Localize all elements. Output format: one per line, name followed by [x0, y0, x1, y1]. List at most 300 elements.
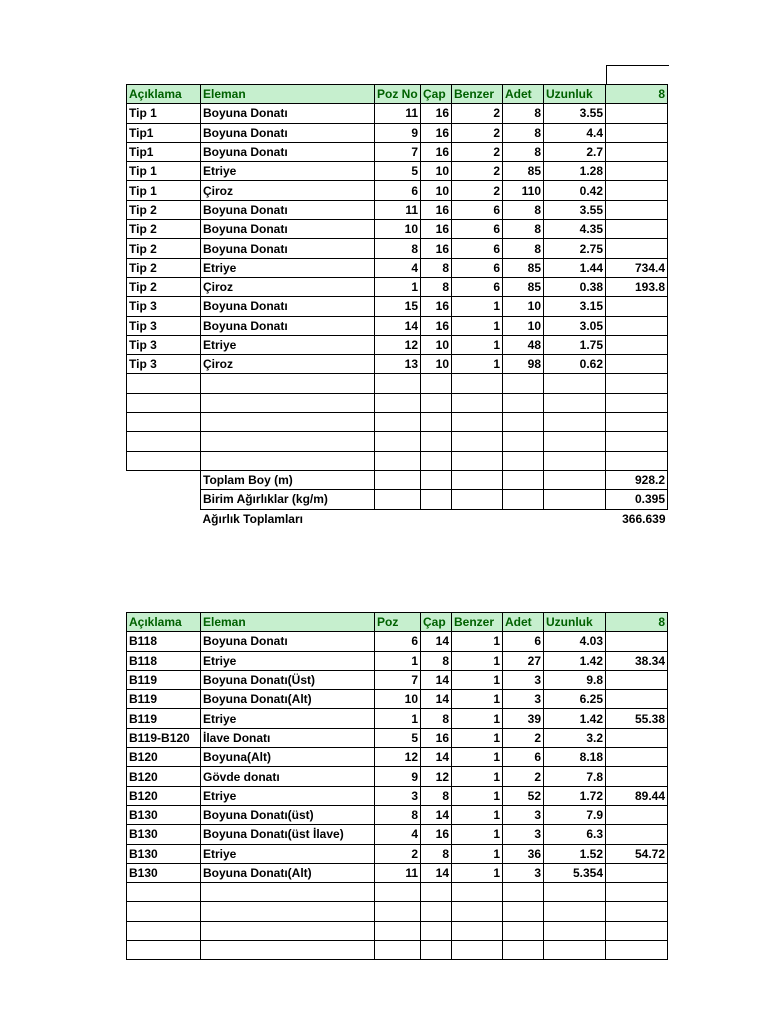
cell-aciklama[interactable]: B119: [127, 670, 201, 689]
cell-uzunluk[interactable]: 3.15: [544, 297, 606, 316]
cell-eleman[interactable]: [201, 883, 375, 902]
cell-aciklama[interactable]: B119: [127, 709, 201, 728]
cell-aciklama[interactable]: Tip1: [127, 142, 201, 161]
cell-adet[interactable]: 2: [503, 728, 544, 747]
cell-poz[interactable]: 12: [375, 335, 421, 354]
cell-uzunluk[interactable]: [544, 393, 606, 412]
cell-aciklama[interactable]: [127, 451, 201, 470]
cell-uzunluk[interactable]: 0.38: [544, 277, 606, 296]
cell-poz[interactable]: [375, 941, 421, 960]
cell-poz[interactable]: 6: [375, 181, 421, 200]
cell-uzunluk[interactable]: 3.2: [544, 728, 606, 747]
summary-label[interactable]: Ağırlık Toplamları: [202, 511, 303, 526]
cell-cap[interactable]: [421, 921, 452, 940]
header-uzunluk[interactable]: Uzunluk: [544, 85, 606, 104]
cell-aciklama[interactable]: B130: [127, 805, 201, 824]
cell-uzunluk[interactable]: 8.18: [544, 748, 606, 767]
cell-col8[interactable]: [606, 335, 668, 354]
cell-eleman[interactable]: Etriye: [201, 258, 375, 277]
cell-uzunluk[interactable]: 6.25: [544, 690, 606, 709]
cell-benzer[interactable]: [452, 374, 503, 393]
cell-cap[interactable]: [421, 451, 452, 470]
summary-empty-cell[interactable]: [503, 490, 544, 509]
cell-benzer[interactable]: [452, 413, 503, 432]
cell-col8[interactable]: [606, 690, 668, 709]
cell-poz[interactable]: 10: [375, 220, 421, 239]
cell-uzunluk[interactable]: 1.42: [544, 709, 606, 728]
cell-poz[interactable]: [375, 393, 421, 412]
cell-cap[interactable]: 14: [421, 632, 452, 651]
cell-poz[interactable]: 2: [375, 844, 421, 863]
cell-eleman[interactable]: Etriye: [201, 162, 375, 181]
cell-cap[interactable]: 14: [421, 690, 452, 709]
cell-poz[interactable]: 11: [375, 863, 421, 882]
cell-cap[interactable]: 16: [421, 220, 452, 239]
cell-eleman[interactable]: Boyuna Donatı(üst): [201, 805, 375, 824]
summary-empty-cell[interactable]: [452, 490, 503, 509]
cell-uzunluk[interactable]: 1.44: [544, 258, 606, 277]
summary-spacer[interactable]: [127, 509, 201, 528]
cell-col8[interactable]: [606, 767, 668, 786]
cell-poz[interactable]: 8: [375, 239, 421, 258]
cell-cap[interactable]: 14: [421, 863, 452, 882]
cell-poz[interactable]: 10: [375, 690, 421, 709]
cell-eleman[interactable]: Etriye: [201, 786, 375, 805]
cell-eleman[interactable]: Boyuna Donatı: [201, 316, 375, 335]
cell-uzunluk[interactable]: 0.62: [544, 355, 606, 374]
cell-poz[interactable]: 15: [375, 297, 421, 316]
cell-benzer[interactable]: 1: [452, 651, 503, 670]
cell-cap[interactable]: 8: [421, 786, 452, 805]
cell-eleman[interactable]: [201, 393, 375, 412]
cell-eleman[interactable]: Boyuna Donatı(Üst): [201, 670, 375, 689]
cell-poz[interactable]: 11: [375, 200, 421, 219]
cell-cap[interactable]: [421, 883, 452, 902]
cell-adet[interactable]: [503, 941, 544, 960]
cell-col8[interactable]: [606, 297, 668, 316]
summary-value[interactable]: 0.395: [606, 490, 668, 509]
cell-col8[interactable]: [606, 316, 668, 335]
cell-adet[interactable]: 110: [503, 181, 544, 200]
cell-adet[interactable]: 8: [503, 123, 544, 142]
cell-benzer[interactable]: 6: [452, 258, 503, 277]
cell-col8[interactable]: [606, 413, 668, 432]
cell-col8[interactable]: [606, 104, 668, 123]
cell-benzer[interactable]: 2: [452, 123, 503, 142]
cell-aciklama[interactable]: Tip 2: [127, 200, 201, 219]
cell-adet[interactable]: [503, 432, 544, 451]
cell-poz[interactable]: 7: [375, 142, 421, 161]
cell-adet[interactable]: [503, 393, 544, 412]
cell-uzunluk[interactable]: [544, 902, 606, 921]
cell-poz[interactable]: 1: [375, 651, 421, 670]
cell-benzer[interactable]: [452, 432, 503, 451]
cell-col8[interactable]: 734.4: [606, 258, 668, 277]
cell-col8[interactable]: [606, 805, 668, 824]
cell-benzer[interactable]: 2: [452, 104, 503, 123]
cell-cap[interactable]: 10: [421, 335, 452, 354]
cell-cap[interactable]: [421, 902, 452, 921]
cell-uzunluk[interactable]: 9.8: [544, 670, 606, 689]
summary-spacer[interactable]: [127, 490, 201, 509]
cell-col8[interactable]: [606, 728, 668, 747]
cell-eleman[interactable]: Çiroz: [201, 355, 375, 374]
cell-eleman[interactable]: [201, 413, 375, 432]
cell-eleman[interactable]: Boyuna Donatı: [201, 123, 375, 142]
header-poz[interactable]: Poz: [375, 613, 421, 632]
cell-poz[interactable]: 1: [375, 709, 421, 728]
summary-empty-cell[interactable]: [421, 509, 452, 528]
cell-eleman[interactable]: Gövde donatı: [201, 767, 375, 786]
cell-cap[interactable]: [421, 432, 452, 451]
cell-cap[interactable]: 16: [421, 825, 452, 844]
cell-benzer[interactable]: 2: [452, 181, 503, 200]
cell-uzunluk[interactable]: [544, 941, 606, 960]
cell-aciklama[interactable]: B120: [127, 767, 201, 786]
cell-col8[interactable]: [606, 632, 668, 651]
summary-label[interactable]: Toplam Boy (m): [201, 470, 375, 489]
cell-uzunluk[interactable]: 7.9: [544, 805, 606, 824]
cell-adet[interactable]: 8: [503, 104, 544, 123]
cell-eleman[interactable]: İlave Donatı: [201, 728, 375, 747]
cell-poz[interactable]: 1: [375, 277, 421, 296]
cell-eleman[interactable]: Boyuna Donatı(Alt): [201, 690, 375, 709]
cell-poz[interactable]: 11: [375, 104, 421, 123]
cell-aciklama[interactable]: Tip 1: [127, 181, 201, 200]
cell-uzunluk[interactable]: 6.3: [544, 825, 606, 844]
cell-aciklama[interactable]: [127, 374, 201, 393]
cell-benzer[interactable]: 1: [452, 297, 503, 316]
cell-cap[interactable]: [421, 413, 452, 432]
cell-cap[interactable]: [421, 393, 452, 412]
cell-uzunluk[interactable]: 7.8: [544, 767, 606, 786]
cell-col8[interactable]: [606, 941, 668, 960]
cell-eleman[interactable]: Etriye: [201, 335, 375, 354]
cell-poz[interactable]: 4: [375, 825, 421, 844]
cell-adet[interactable]: 98: [503, 355, 544, 374]
cell-eleman[interactable]: [201, 902, 375, 921]
cell-adet[interactable]: 10: [503, 297, 544, 316]
cell-benzer[interactable]: 1: [452, 316, 503, 335]
cell-adet[interactable]: 3: [503, 825, 544, 844]
cell-uzunluk[interactable]: [544, 883, 606, 902]
cell-col8[interactable]: [606, 239, 668, 258]
cell-col8[interactable]: [606, 162, 668, 181]
cell-poz[interactable]: 6: [375, 632, 421, 651]
cell-benzer[interactable]: 1: [452, 709, 503, 728]
cell-adet[interactable]: 3: [503, 690, 544, 709]
summary-empty-cell[interactable]: [452, 509, 503, 528]
cell-uzunluk[interactable]: [544, 413, 606, 432]
cell-aciklama[interactable]: Tip 1: [127, 162, 201, 181]
cell-adet[interactable]: 2: [503, 767, 544, 786]
header-cap[interactable]: Çap: [421, 85, 452, 104]
cell-benzer[interactable]: 6: [452, 239, 503, 258]
cell-uzunluk[interactable]: [544, 374, 606, 393]
cell-adet[interactable]: 6: [503, 632, 544, 651]
cell-cap[interactable]: 14: [421, 748, 452, 767]
cell-poz[interactable]: 12: [375, 748, 421, 767]
cell-col8[interactable]: 89.44: [606, 786, 668, 805]
cell-uzunluk[interactable]: 4.35: [544, 220, 606, 239]
cell-cap[interactable]: 16: [421, 316, 452, 335]
cell-eleman[interactable]: Çiroz: [201, 277, 375, 296]
summary-label[interactable]: Birim Ağırlıklar (kg/m): [201, 490, 375, 509]
cell-aciklama[interactable]: B118: [127, 632, 201, 651]
cell-benzer[interactable]: 1: [452, 786, 503, 805]
cell-uzunluk[interactable]: 3.55: [544, 200, 606, 219]
cell-cap[interactable]: 16: [421, 123, 452, 142]
cell-cap[interactable]: 16: [421, 239, 452, 258]
cell-benzer[interactable]: 6: [452, 220, 503, 239]
header-aciklama[interactable]: Açıklama: [127, 85, 201, 104]
summary-empty-cell[interactable]: [503, 470, 544, 489]
cell-aciklama[interactable]: [127, 941, 201, 960]
cell-adet[interactable]: 8: [503, 142, 544, 161]
cell-aciklama[interactable]: Tip1: [127, 123, 201, 142]
cell-poz[interactable]: 5: [375, 162, 421, 181]
cell-cap[interactable]: 16: [421, 200, 452, 219]
cell-col8[interactable]: 38.34: [606, 651, 668, 670]
cell-col8[interactable]: [606, 863, 668, 882]
header-cap[interactable]: Çap: [421, 613, 452, 632]
cell-aciklama[interactable]: Tip 1: [127, 104, 201, 123]
cell-eleman[interactable]: Etriye: [201, 709, 375, 728]
cell-benzer[interactable]: 1: [452, 805, 503, 824]
cell-eleman[interactable]: Boyuna Donatı: [201, 239, 375, 258]
cell-uzunluk[interactable]: 0.42: [544, 181, 606, 200]
cell-cap[interactable]: 16: [421, 728, 452, 747]
summary-empty-cell[interactable]: [375, 509, 421, 528]
header-uzunluk[interactable]: Uzunluk: [544, 613, 606, 632]
cell-eleman[interactable]: [201, 941, 375, 960]
cell-cap[interactable]: 8: [421, 651, 452, 670]
cell-aciklama[interactable]: Tip 3: [127, 355, 201, 374]
cell-col8[interactable]: [606, 355, 668, 374]
header-adet[interactable]: Adet: [503, 613, 544, 632]
cell-adet[interactable]: 8: [503, 220, 544, 239]
cell-col8[interactable]: [606, 220, 668, 239]
cell-col8[interactable]: [606, 825, 668, 844]
header-aciklama[interactable]: Açıklama: [127, 613, 201, 632]
header-col8[interactable]: 8: [606, 85, 668, 104]
summary-empty-cell[interactable]: [421, 490, 452, 509]
cell-aciklama[interactable]: [127, 883, 201, 902]
cell-poz[interactable]: 3: [375, 786, 421, 805]
cell-col8[interactable]: [606, 374, 668, 393]
cell-eleman[interactable]: Boyuna Donatı(Alt): [201, 863, 375, 882]
cell-adet[interactable]: 3: [503, 805, 544, 824]
cell-poz[interactable]: [375, 451, 421, 470]
cell-poz[interactable]: 4: [375, 258, 421, 277]
cell-aciklama[interactable]: B130: [127, 825, 201, 844]
cell-uzunluk[interactable]: 3.05: [544, 316, 606, 335]
cell-eleman[interactable]: Boyuna Donatı: [201, 297, 375, 316]
cell-eleman[interactable]: Boyuna Donatı: [201, 632, 375, 651]
cell-eleman[interactable]: Boyuna Donatı: [201, 200, 375, 219]
cell-aciklama[interactable]: Tip 2: [127, 239, 201, 258]
cell-cap[interactable]: 14: [421, 805, 452, 824]
cell-cap[interactable]: [421, 374, 452, 393]
cell-aciklama[interactable]: B120: [127, 748, 201, 767]
cell-uzunluk[interactable]: 4.4: [544, 123, 606, 142]
cell-eleman[interactable]: Boyuna Donatı: [201, 220, 375, 239]
cell-aciklama[interactable]: [127, 413, 201, 432]
cell-aciklama[interactable]: Tip 3: [127, 297, 201, 316]
summary-empty-cell[interactable]: [544, 490, 606, 509]
cell-benzer[interactable]: 1: [452, 825, 503, 844]
cell-cap[interactable]: 8: [421, 258, 452, 277]
cell-uzunluk[interactable]: 1.72: [544, 786, 606, 805]
cell-poz[interactable]: [375, 374, 421, 393]
cell-cap[interactable]: 10: [421, 355, 452, 374]
cell-col8[interactable]: [606, 432, 668, 451]
cell-aciklama[interactable]: [127, 393, 201, 412]
header-poz[interactable]: Poz No: [375, 85, 421, 104]
cell-benzer[interactable]: 1: [452, 767, 503, 786]
cell-aciklama[interactable]: Tip 3: [127, 316, 201, 335]
cell-benzer[interactable]: [452, 941, 503, 960]
cell-benzer[interactable]: [452, 921, 503, 940]
cell-aciklama[interactable]: B130: [127, 844, 201, 863]
cell-benzer[interactable]: [452, 902, 503, 921]
cell-uzunluk[interactable]: [544, 432, 606, 451]
cell-eleman[interactable]: Boyuna Donatı(üst İlave): [201, 825, 375, 844]
cell-eleman[interactable]: Etriye: [201, 651, 375, 670]
cell-poz[interactable]: [375, 921, 421, 940]
cell-poz[interactable]: [375, 883, 421, 902]
cell-poz[interactable]: [375, 902, 421, 921]
cell-cap[interactable]: 10: [421, 162, 452, 181]
cell-benzer[interactable]: 1: [452, 748, 503, 767]
cell-cap[interactable]: 8: [421, 277, 452, 296]
cell-adet[interactable]: 8: [503, 239, 544, 258]
cell-eleman[interactable]: [201, 921, 375, 940]
cell-benzer[interactable]: [452, 393, 503, 412]
cell-poz[interactable]: 14: [375, 316, 421, 335]
cell-aciklama[interactable]: Tip 2: [127, 220, 201, 239]
cell-aciklama[interactable]: [127, 432, 201, 451]
cell-adet[interactable]: [503, 902, 544, 921]
cell-uzunluk[interactable]: 5.354: [544, 863, 606, 882]
cell-poz[interactable]: 7: [375, 670, 421, 689]
cell-aciklama[interactable]: B120: [127, 786, 201, 805]
summary-empty-cell[interactable]: [503, 509, 544, 528]
cell-benzer[interactable]: 1: [452, 335, 503, 354]
cell-adet[interactable]: 85: [503, 258, 544, 277]
cell-uzunluk[interactable]: 3.55: [544, 104, 606, 123]
cell-uzunluk[interactable]: 1.75: [544, 335, 606, 354]
cell-aciklama[interactable]: Tip 2: [127, 258, 201, 277]
cell-col8[interactable]: [606, 921, 668, 940]
cell-eleman[interactable]: Boyuna Donatı: [201, 142, 375, 161]
cell-adet[interactable]: 3: [503, 863, 544, 882]
summary-empty-cell[interactable]: [421, 470, 452, 489]
cell-benzer[interactable]: 1: [452, 632, 503, 651]
cell-poz[interactable]: [375, 413, 421, 432]
header-col8[interactable]: 8: [606, 613, 668, 632]
cell-col8[interactable]: [606, 670, 668, 689]
cell-cap[interactable]: 16: [421, 297, 452, 316]
cell-uzunluk[interactable]: 1.42: [544, 651, 606, 670]
cell-adet[interactable]: 39: [503, 709, 544, 728]
cell-benzer[interactable]: 1: [452, 690, 503, 709]
cell-benzer[interactable]: 1: [452, 355, 503, 374]
cell-aciklama[interactable]: Tip 2: [127, 277, 201, 296]
empty-header-cell[interactable]: [606, 65, 669, 85]
cell-adet[interactable]: 52: [503, 786, 544, 805]
cell-uzunluk[interactable]: [544, 451, 606, 470]
summary-empty-cell[interactable]: [544, 509, 606, 528]
summary-spacer[interactable]: [127, 470, 201, 489]
header-benzer[interactable]: Benzer: [452, 85, 503, 104]
cell-aciklama[interactable]: Tip 3: [127, 335, 201, 354]
cell-cap[interactable]: 8: [421, 709, 452, 728]
cell-benzer[interactable]: [452, 883, 503, 902]
cell-adet[interactable]: 27: [503, 651, 544, 670]
summary-value[interactable]: 366.639: [622, 511, 666, 526]
cell-col8[interactable]: 54.72: [606, 844, 668, 863]
cell-aciklama[interactable]: B118: [127, 651, 201, 670]
summary-empty-cell[interactable]: [375, 470, 421, 489]
cell-benzer[interactable]: 6: [452, 277, 503, 296]
cell-eleman[interactable]: Boyuna(Alt): [201, 748, 375, 767]
cell-adet[interactable]: 85: [503, 162, 544, 181]
cell-adet[interactable]: [503, 883, 544, 902]
cell-col8[interactable]: [606, 748, 668, 767]
cell-eleman[interactable]: Boyuna Donatı: [201, 104, 375, 123]
cell-benzer[interactable]: 1: [452, 670, 503, 689]
cell-col8[interactable]: 55.38: [606, 709, 668, 728]
cell-adet[interactable]: [503, 413, 544, 432]
cell-adet[interactable]: [503, 374, 544, 393]
cell-uzunluk[interactable]: [544, 921, 606, 940]
cell-col8[interactable]: [606, 181, 668, 200]
cell-adet[interactable]: 85: [503, 277, 544, 296]
cell-poz[interactable]: [375, 432, 421, 451]
cell-benzer[interactable]: 6: [452, 200, 503, 219]
cell-uzunluk[interactable]: 2.75: [544, 239, 606, 258]
cell-col8[interactable]: [606, 451, 668, 470]
header-eleman[interactable]: Eleman: [201, 85, 375, 104]
cell-adet[interactable]: 48: [503, 335, 544, 354]
cell-adet[interactable]: 3: [503, 670, 544, 689]
cell-poz[interactable]: 8: [375, 805, 421, 824]
cell-cap[interactable]: 12: [421, 767, 452, 786]
cell-eleman[interactable]: Çiroz: [201, 181, 375, 200]
cell-cap[interactable]: 14: [421, 670, 452, 689]
cell-aciklama[interactable]: B130: [127, 863, 201, 882]
summary-empty-cell[interactable]: [375, 490, 421, 509]
cell-cap[interactable]: 10: [421, 181, 452, 200]
cell-poz[interactable]: 13: [375, 355, 421, 374]
cell-benzer[interactable]: [452, 451, 503, 470]
cell-aciklama[interactable]: B119-B120: [127, 728, 201, 747]
summary-value[interactable]: 928.2: [606, 470, 668, 489]
cell-col8[interactable]: [606, 142, 668, 161]
summary-empty-cell[interactable]: [544, 470, 606, 489]
summary-empty-cell[interactable]: [452, 470, 503, 489]
header-eleman[interactable]: Eleman: [201, 613, 375, 632]
cell-adet[interactable]: [503, 451, 544, 470]
cell-aciklama[interactable]: B119: [127, 690, 201, 709]
cell-uzunluk[interactable]: 1.28: [544, 162, 606, 181]
cell-uzunluk[interactable]: 4.03: [544, 632, 606, 651]
cell-adet[interactable]: 6: [503, 748, 544, 767]
header-benzer[interactable]: Benzer: [452, 613, 503, 632]
cell-benzer[interactable]: 2: [452, 142, 503, 161]
cell-adet[interactable]: 8: [503, 200, 544, 219]
